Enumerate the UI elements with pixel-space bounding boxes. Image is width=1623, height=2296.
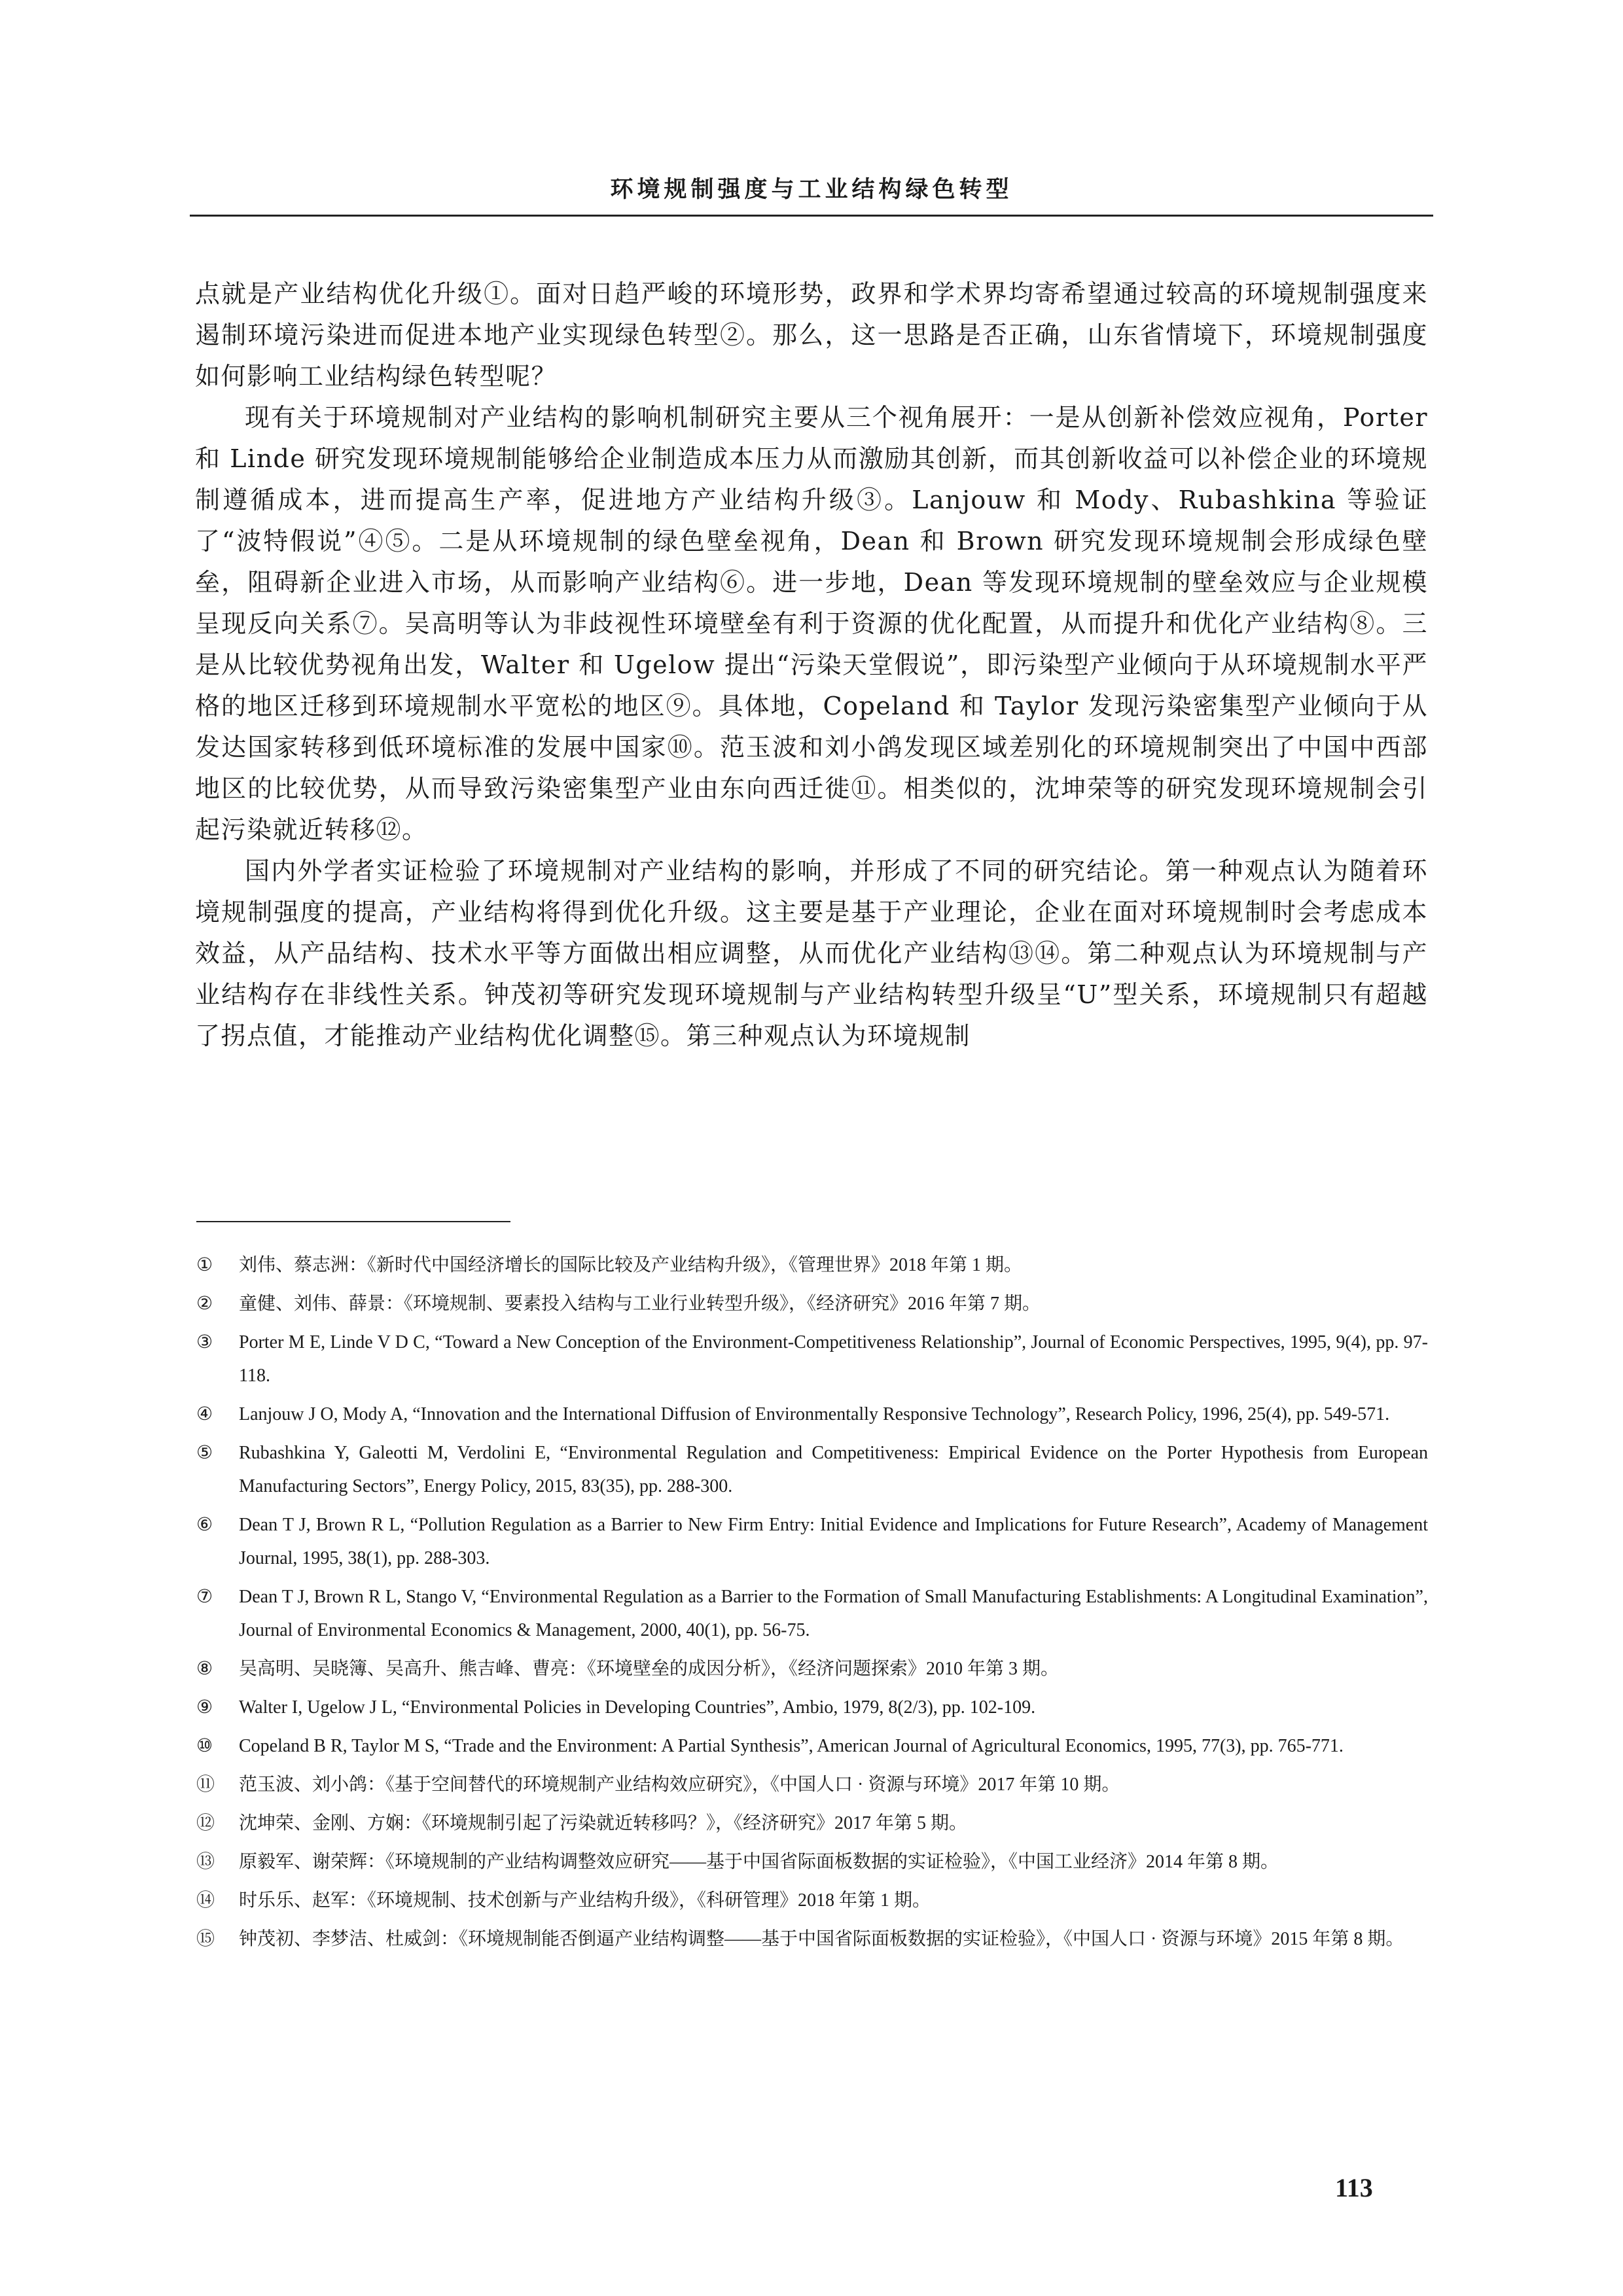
footnote-text: 沈坤荣、金刚、方娴：《环境规制引起了污染就近转移吗？》，《经济研究》2017 年第 5 期。 (239, 1813, 968, 1833)
footnote-text: 刘伟、蔡志洲：《新时代中国经济增长的国际比较及产业结构升级》，《管理世界》2018 年第 1 期。 (239, 1255, 1023, 1275)
footnote-number: ⑭ (196, 1890, 215, 1911)
footnote (196, 1845, 1428, 1879)
footnote-text: Copeland B R, Taylor M S, “Trade and the Environment: A Partial Synthesis”, American Journal of Agricultural Economics, 1995, 77(3), pp. 765-771. (239, 1736, 1344, 1756)
footnote-number: ⑧ (196, 1659, 213, 1679)
footnote (196, 1768, 1428, 1801)
footnote (196, 1508, 1428, 1575)
footnote (196, 1326, 1428, 1392)
footnote-number: ⑪ (196, 1775, 215, 1795)
footnote-text: Rubashkina Y, Galeotti M, Verdolini E, “Environmental Regulation and Competitiveness: Empirical Evidence on the Porter Hypothesis from European Manufacturing Sectors”, Energy Policy, 2015, 83(35), pp. 288-300. (239, 1443, 1428, 1496)
footnote-text: Walter I, Ugelow J L, “Environmental Policies in Developing Countries”, Ambio, 1979, 8(2/3), pp. 102-109. (239, 1697, 1036, 1718)
footnote-rule (196, 1221, 510, 1222)
footnote-number: ④ (196, 1404, 213, 1424)
footnote-text: 童健、刘伟、薛景：《环境规制、要素投入结构与工业行业转型升级》，《经济研究》2016 年第 7 期。 (239, 1294, 1041, 1314)
paragraph: 现有关于环境规制对产业结构的影响机制研究主要从三个视角展开：一是从创新补偿效应视角，Porter 和 Linde 研究发现环境规制能够给企业制造成本压力从而激励其创新，而其创新收益可以补偿企业的环境规制遵循成本，进而提高生产率，促进地方产业结构升级③。Lanjouw 和 Mody、Rubashkina 等验证了“波特假说”④⑤。二是从环境规制的绿色壁垒视角，Dean 和 Brown 研究发现环境规制会形成绿色壁垒，阻碍新企业进入市场，从而影响产业结构⑥。进一步地，Dean 等发现环境规制的壁垒效应与企业规模呈现反向关系⑦。吴高明等认为非歧视性环境壁垒有利于资源的优化配置，从而提升和优化产业结构⑧。三是从比较优势视角出发，Walter 和 Ugelow 提出“污染天堂假说”，即污染型产业倾向于从环境规制水平严格的地区迁移到环境规制水平宽松的地区⑨。具体地，Copeland 和 Taylor 发现污染密集型产业倾向于从发达国家转移到低环境标准的发展中国家⑩。范玉波和刘小鸽发现区域差别化的环境规制突出了中国中西部地区的比较优势，从而导致污染密集型产业由东向西迁徙⑪。相类似的，沈坤荣等的研究发现环境规制会引起污染就近转移⑫。 (195, 403, 1428, 844)
footnote-text: 吴高明、吴晓簿、吴高升、熊吉峰、曹亮：《环境壁垒的成因分析》，《经济问题探索》2010 年第 3 期。 (239, 1659, 1060, 1679)
footnote-number: ⑮ (196, 1929, 215, 1949)
footnote-number: ① (196, 1255, 213, 1275)
header-rule (190, 215, 1433, 217)
footnote-text: Lanjouw J O, Mody A, “Innovation and the International Diffusion of Environmentally Responsive Technology”, Research Policy, 1996, 25(4), pp. 549-571. (239, 1404, 1390, 1424)
footnote (196, 1652, 1428, 1686)
footnote-number: ⑦ (196, 1587, 213, 1607)
footnote-number: ⑥ (196, 1515, 213, 1535)
footnote (196, 1922, 1428, 1956)
footnote (196, 1807, 1428, 1840)
footnote-number: ⑨ (196, 1697, 213, 1718)
footnote (196, 1691, 1428, 1724)
footnote-number: ⑩ (196, 1736, 213, 1756)
footnote (196, 1436, 1428, 1503)
footnote-text: Dean T J, Brown R L, “Pollution Regulation as a Barrier to New Firm Entry: Initial Evidence and Implications for Future Research”, Academy of Management Journal, 1995, 38(1), pp. 288-303. (239, 1515, 1428, 1568)
footnote (196, 1287, 1428, 1320)
footnotes (196, 1248, 1428, 1961)
footnote-number: ⑬ (196, 1852, 215, 1872)
footnote-number: ⑫ (196, 1813, 215, 1833)
body-text (195, 274, 1428, 1057)
footnote-number: ② (196, 1294, 213, 1314)
footnote (196, 1580, 1428, 1647)
page-number: 113 (1335, 2173, 1373, 2202)
footnote-text: Porter M E, Linde V D C, “Toward a New Conception of the Environment-Competitiveness Relationship”, Journal of Economic Perspectives, 1995, 9(4), pp. 97-118. (239, 1332, 1428, 1386)
footnote (196, 1729, 1428, 1763)
footnote-number: ③ (196, 1332, 213, 1352)
footnote-text: 原毅军、谢荣辉：《环境规制的产业结构调整效应研究——基于中国省际面板数据的实证检验》，《中国工业经济》2014 年第 8 期。 (239, 1852, 1279, 1872)
footnote-number: ⑤ (196, 1443, 213, 1463)
footnote-text: Dean T J, Brown R L, Stango V, “Environmental Regulation as a Barrier to the Formation of Small Manufacturing Establishments: A Longitudinal Examination”, Journal of Environmental Economics & Management, 2000, 40(1), pp. 56-75. (239, 1587, 1428, 1640)
footnote (196, 1248, 1428, 1282)
footnote (196, 1884, 1428, 1917)
footnote-text: 钟茂初、李梦洁、杜威剑：《环境规制能否倒逼产业结构调整——基于中国省际面板数据的实证检验》，《中国人口 · 资源与环境》2015 年第 8 期。 (239, 1929, 1404, 1949)
paragraph: 点就是产业结构优化升级①。面对日趋严峻的环境形势，政界和学术界均寄希望通过较高的环境规制强度来遏制环境污染进而促进本地产业实现绿色转型②。那么，这一思路是否正确，山东省情境下，环境规制强度如何影响工业结构绿色转型呢？ (195, 279, 1428, 391)
paragraph: 国内外学者实证检验了环境规制对产业结构的影响，并形成了不同的研究结论。第一种观点认为随着环境规制强度的提高，产业结构将得到优化升级。这主要是基于产业理论，企业在面对环境规制时会考虑成本效益，从产品结构、技术水平等方面做出相应调整，从而优化产业结构⑬⑭。第二种观点认为环境规制与产业结构存在非线性关系。钟茂初等研究发现环境规制与产业结构转型升级呈“U”型关系，环境规制只有超越了拐点值，才能推动产业结构优化调整⑮。第三种观点认为环境规制 (195, 857, 1428, 1050)
running-header: 环境规制强度与工业结构绿色转型 (610, 176, 1013, 203)
footnote-text: 范玉波、刘小鸽：《基于空间替代的环境规制产业结构效应研究》，《中国人口 · 资源与环境》2017 年第 10 期。 (239, 1775, 1120, 1795)
footnote-text: 时乐乐、赵军：《环境规制、技术创新与产业结构升级》，《科研管理》2018 年第 1 期。 (239, 1890, 931, 1911)
footnote (196, 1398, 1428, 1431)
